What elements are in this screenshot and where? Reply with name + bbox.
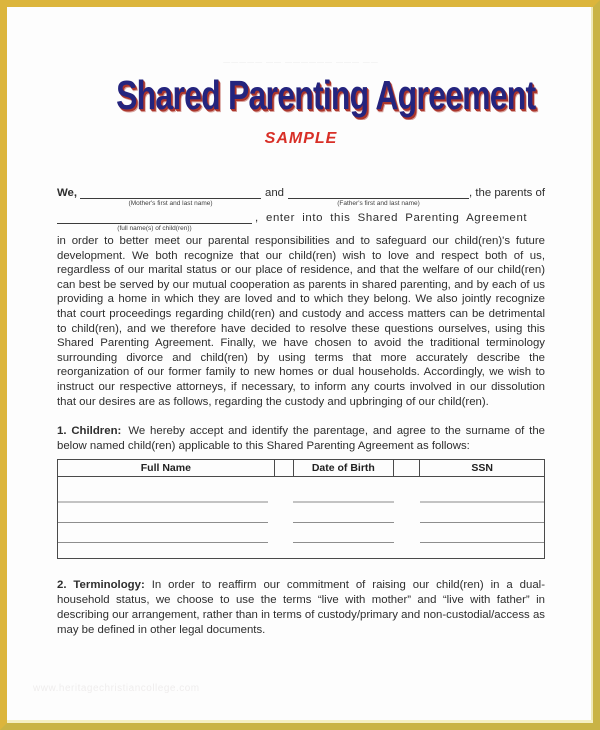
watermark: www.heritagechristiancollege.com	[33, 683, 200, 694]
gap-cell	[394, 503, 420, 523]
section-1-heading: 1. Children:	[57, 425, 122, 438]
children-table	[57, 459, 545, 559]
section-1-children	[57, 424, 545, 454]
gap-cell	[274, 477, 293, 503]
full-name-field[interactable]	[58, 477, 275, 503]
ghost-header-text: ――――― ―― ―――――― ――― ――	[223, 59, 379, 66]
column-header-date-of-birth: Date of Birth	[293, 460, 393, 477]
table-row	[58, 503, 545, 523]
ssn-field[interactable]	[420, 503, 545, 523]
date-of-birth-field[interactable]	[293, 477, 393, 503]
father-name-caption: (Father's first and last name)	[337, 200, 420, 207]
children-names-fill-row	[57, 209, 545, 232]
gap-cell	[274, 503, 293, 523]
title-container	[57, 72, 545, 120]
parents-fill-row	[57, 184, 545, 207]
column-header-gap-2	[394, 460, 420, 477]
we-label: We,	[57, 187, 78, 199]
section-2-heading: 2. Terminology:	[57, 579, 145, 592]
section-2-terminology	[57, 578, 545, 638]
children-table-header-row	[58, 460, 545, 477]
intro-fill-section	[57, 184, 545, 232]
gap-cell	[394, 477, 420, 503]
gap-cell	[394, 523, 420, 543]
ssn-field[interactable]	[420, 477, 545, 503]
date-of-birth-field[interactable]	[293, 523, 393, 543]
page-title: Shared Parenting Agreement	[116, 72, 536, 118]
section-2-body: In order to reaffirm our commitment of raising our child(ren) in a dual-household status, we choose to use the terms “live with mother” and “live with father” in describing our arrangement, rather than in terms of custody/primary and non-custodial/access as may be defined in other legal documents.	[57, 579, 545, 637]
column-header-gap-1	[274, 460, 293, 477]
section-1-body: We hereby accept and identify the parentage, and agree to the surname of the below named child(ren) applicable to this Shared Parenting Agreement as follows:	[57, 425, 545, 453]
page-content	[57, 7, 545, 638]
table-spacer-row	[58, 543, 545, 559]
mother-name-caption: (Mother's first and last name)	[128, 200, 213, 207]
parents-of-label: , the parents of	[469, 187, 545, 199]
child-names-blank[interactable]	[57, 223, 252, 232]
father-name-blank[interactable]	[288, 198, 469, 207]
sample-label: SAMPLE	[264, 130, 338, 147]
column-header-ssn: SSN	[420, 460, 545, 477]
ssn-field[interactable]	[420, 523, 545, 543]
full-name-field[interactable]	[58, 503, 275, 523]
gap-cell	[274, 523, 293, 543]
intro-paragraph: in order to better meet our parental responsibilities and to safeguard our child(ren)'s future development. We both recognize that our child(ren) wish to love and respect both of us, regardless of our marital status or our place of residence, and that the welfare of our child(ren) can best be served by our mutual cooperation as parents in shared parenting, and by each of us providing a home in which they are loved and to which they belong. We also jointly recognize that court proceedings regarding child(ren) and custody and access matters can be detrimental to child(ren), and we therefore have decided to resolve these questions ourselves, using this Shared Parenting Agreement. Finally, we have chosen to avoid the traditional terminology surrounding divorce and child(ren) by using terms that more accurately describe the reorganization of our former family to new homes or dual households. Accordingly, we wish to instruct our respective attorneys, if necessary, to inform any courts involved in our dissolution that our desires are as follows, regarding the custody and upbringing of our child(ren).	[57, 235, 545, 408]
and-label: and	[265, 187, 285, 199]
table-row	[58, 477, 545, 503]
full-name-field[interactable]	[58, 523, 275, 543]
child-names-caption: (full name(s) of child(ren))	[117, 225, 192, 232]
column-header-full-name: Full Name	[58, 460, 275, 477]
enter-agreement-label: , enter into this Shared Parenting Agreement	[255, 212, 528, 224]
mother-name-blank[interactable]	[80, 198, 261, 207]
date-of-birth-field[interactable]	[293, 503, 393, 523]
table-row	[58, 523, 545, 543]
